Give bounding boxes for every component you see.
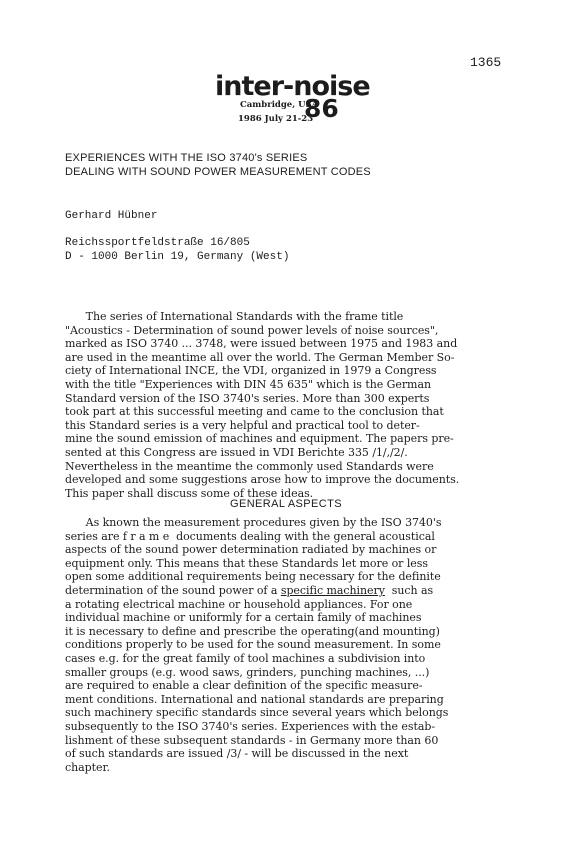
text-line: lishment of these subsequent standards - in Germany more than 60 — [65, 733, 439, 747]
text-line: subsequently to the ISO 3740's series. Experiences with the estab- — [65, 719, 435, 733]
text-line: Standard version of the ISO 3740's series. More than 300 experts — [65, 391, 430, 405]
text-line: As known the measurement procedures given by the ISO 3740's — [65, 516, 442, 529]
title-line: EXPERIENCES WITH THE ISO 3740's SERIES — [65, 152, 308, 164]
text-line: cases e.g. for the great family of tool machines a subdivision into — [65, 651, 426, 665]
text-line: this Standard series is a very helpful and practical tool to deter- — [65, 418, 420, 432]
text-line: ment conditions. International and national standards are preparing — [65, 692, 444, 706]
text-line: marked as ISO 3740 ... 3748, were issued between 1975 and 1983 and — [65, 337, 458, 351]
text-line: such machinery specific standards since several years which belongs — [65, 706, 449, 720]
text-line: smaller groups (e.g. wood saws, grinders, punching machines, ...) — [65, 665, 430, 679]
text-line: "Acoustics - Determination of sound power levels of noise sources", — [65, 323, 439, 337]
address-line: Reichssportfeldstraße 16/805 — [65, 237, 250, 249]
general-aspects-paragraph — [65, 516, 505, 774]
inter-noise-logo — [200, 72, 370, 142]
text-line: ciety of International INCE, the VDI, organized in 1979 a Congress — [65, 364, 437, 378]
author-address — [65, 236, 289, 264]
text-line: aspects of the sound power determination radiated by machines or — [65, 543, 437, 557]
intro-paragraph — [65, 310, 505, 500]
text-line: developed and some suggestions arose how to improve the documents. — [65, 473, 460, 487]
text-line: took part at this successful meeting and came to the conclusion that — [65, 405, 444, 419]
logo-wordmark: inter-noise — [215, 71, 370, 102]
text-line-start: determination of the sound power of a — [65, 583, 281, 597]
section-heading: GENERAL ASPECTS — [230, 498, 342, 510]
text-line: Nevertheless in the meantime the commonly used Standards were — [65, 459, 434, 473]
text-line: conditions properly to be used for the sound measurement. In some — [65, 638, 441, 652]
text-line: sented at this Congress are issued in VDI Berichte 335 /1/,/2/. — [65, 445, 408, 459]
paper-title — [65, 151, 371, 179]
text-line: mine the sound emission of machines and equipment. The papers pre- — [65, 432, 454, 446]
text-line: open some additional requirements being necessary for the definite — [65, 570, 441, 584]
author-name: Gerhard Hübner — [65, 210, 158, 222]
text-line: it is necessary to define and prescribe the operating(and mounting) — [65, 624, 440, 638]
page-number: 1365 — [470, 55, 502, 70]
text-line — [65, 584, 505, 598]
underlined-phrase: specific machinery — [280, 583, 385, 597]
text-line: series are f r a m e documents dealing with the general acoustical — [65, 529, 435, 543]
title-line: DEALING WITH SOUND POWER MEASUREMENT CODES — [65, 166, 371, 178]
text-line-end: such as — [384, 583, 434, 597]
text-line: of such standards are issued /3/ - will be discussed in the next — [65, 747, 409, 761]
text-line: equipment only. This means that these Standards let more or less — [65, 556, 428, 570]
logo-dates: 1986 July 21-23 — [238, 114, 314, 124]
logo-place: Cambridge, USA — [240, 100, 319, 110]
text-line: This paper shall discuss some of these ideas. — [65, 486, 314, 500]
text-line: The series of International Standards with the frame title — [65, 310, 404, 323]
text-line: are required to enable a clear definition of the specific measure- — [65, 679, 423, 693]
text-line: are used in the meantime all over the world. The German Member So- — [65, 350, 455, 364]
address-line: D - 1000 Berlin 19, Germany (West) — [65, 251, 290, 263]
text-line: chapter. — [65, 760, 110, 774]
text-line: a rotating electrical machine or household appliances. For one — [65, 597, 413, 611]
text-line: individual machine or uniformly for a certain family of machines — [65, 611, 422, 625]
text-line: with the title "Experiences with DIN 45 635" which is the German — [65, 377, 431, 391]
logo-year: 86 — [304, 94, 339, 123]
